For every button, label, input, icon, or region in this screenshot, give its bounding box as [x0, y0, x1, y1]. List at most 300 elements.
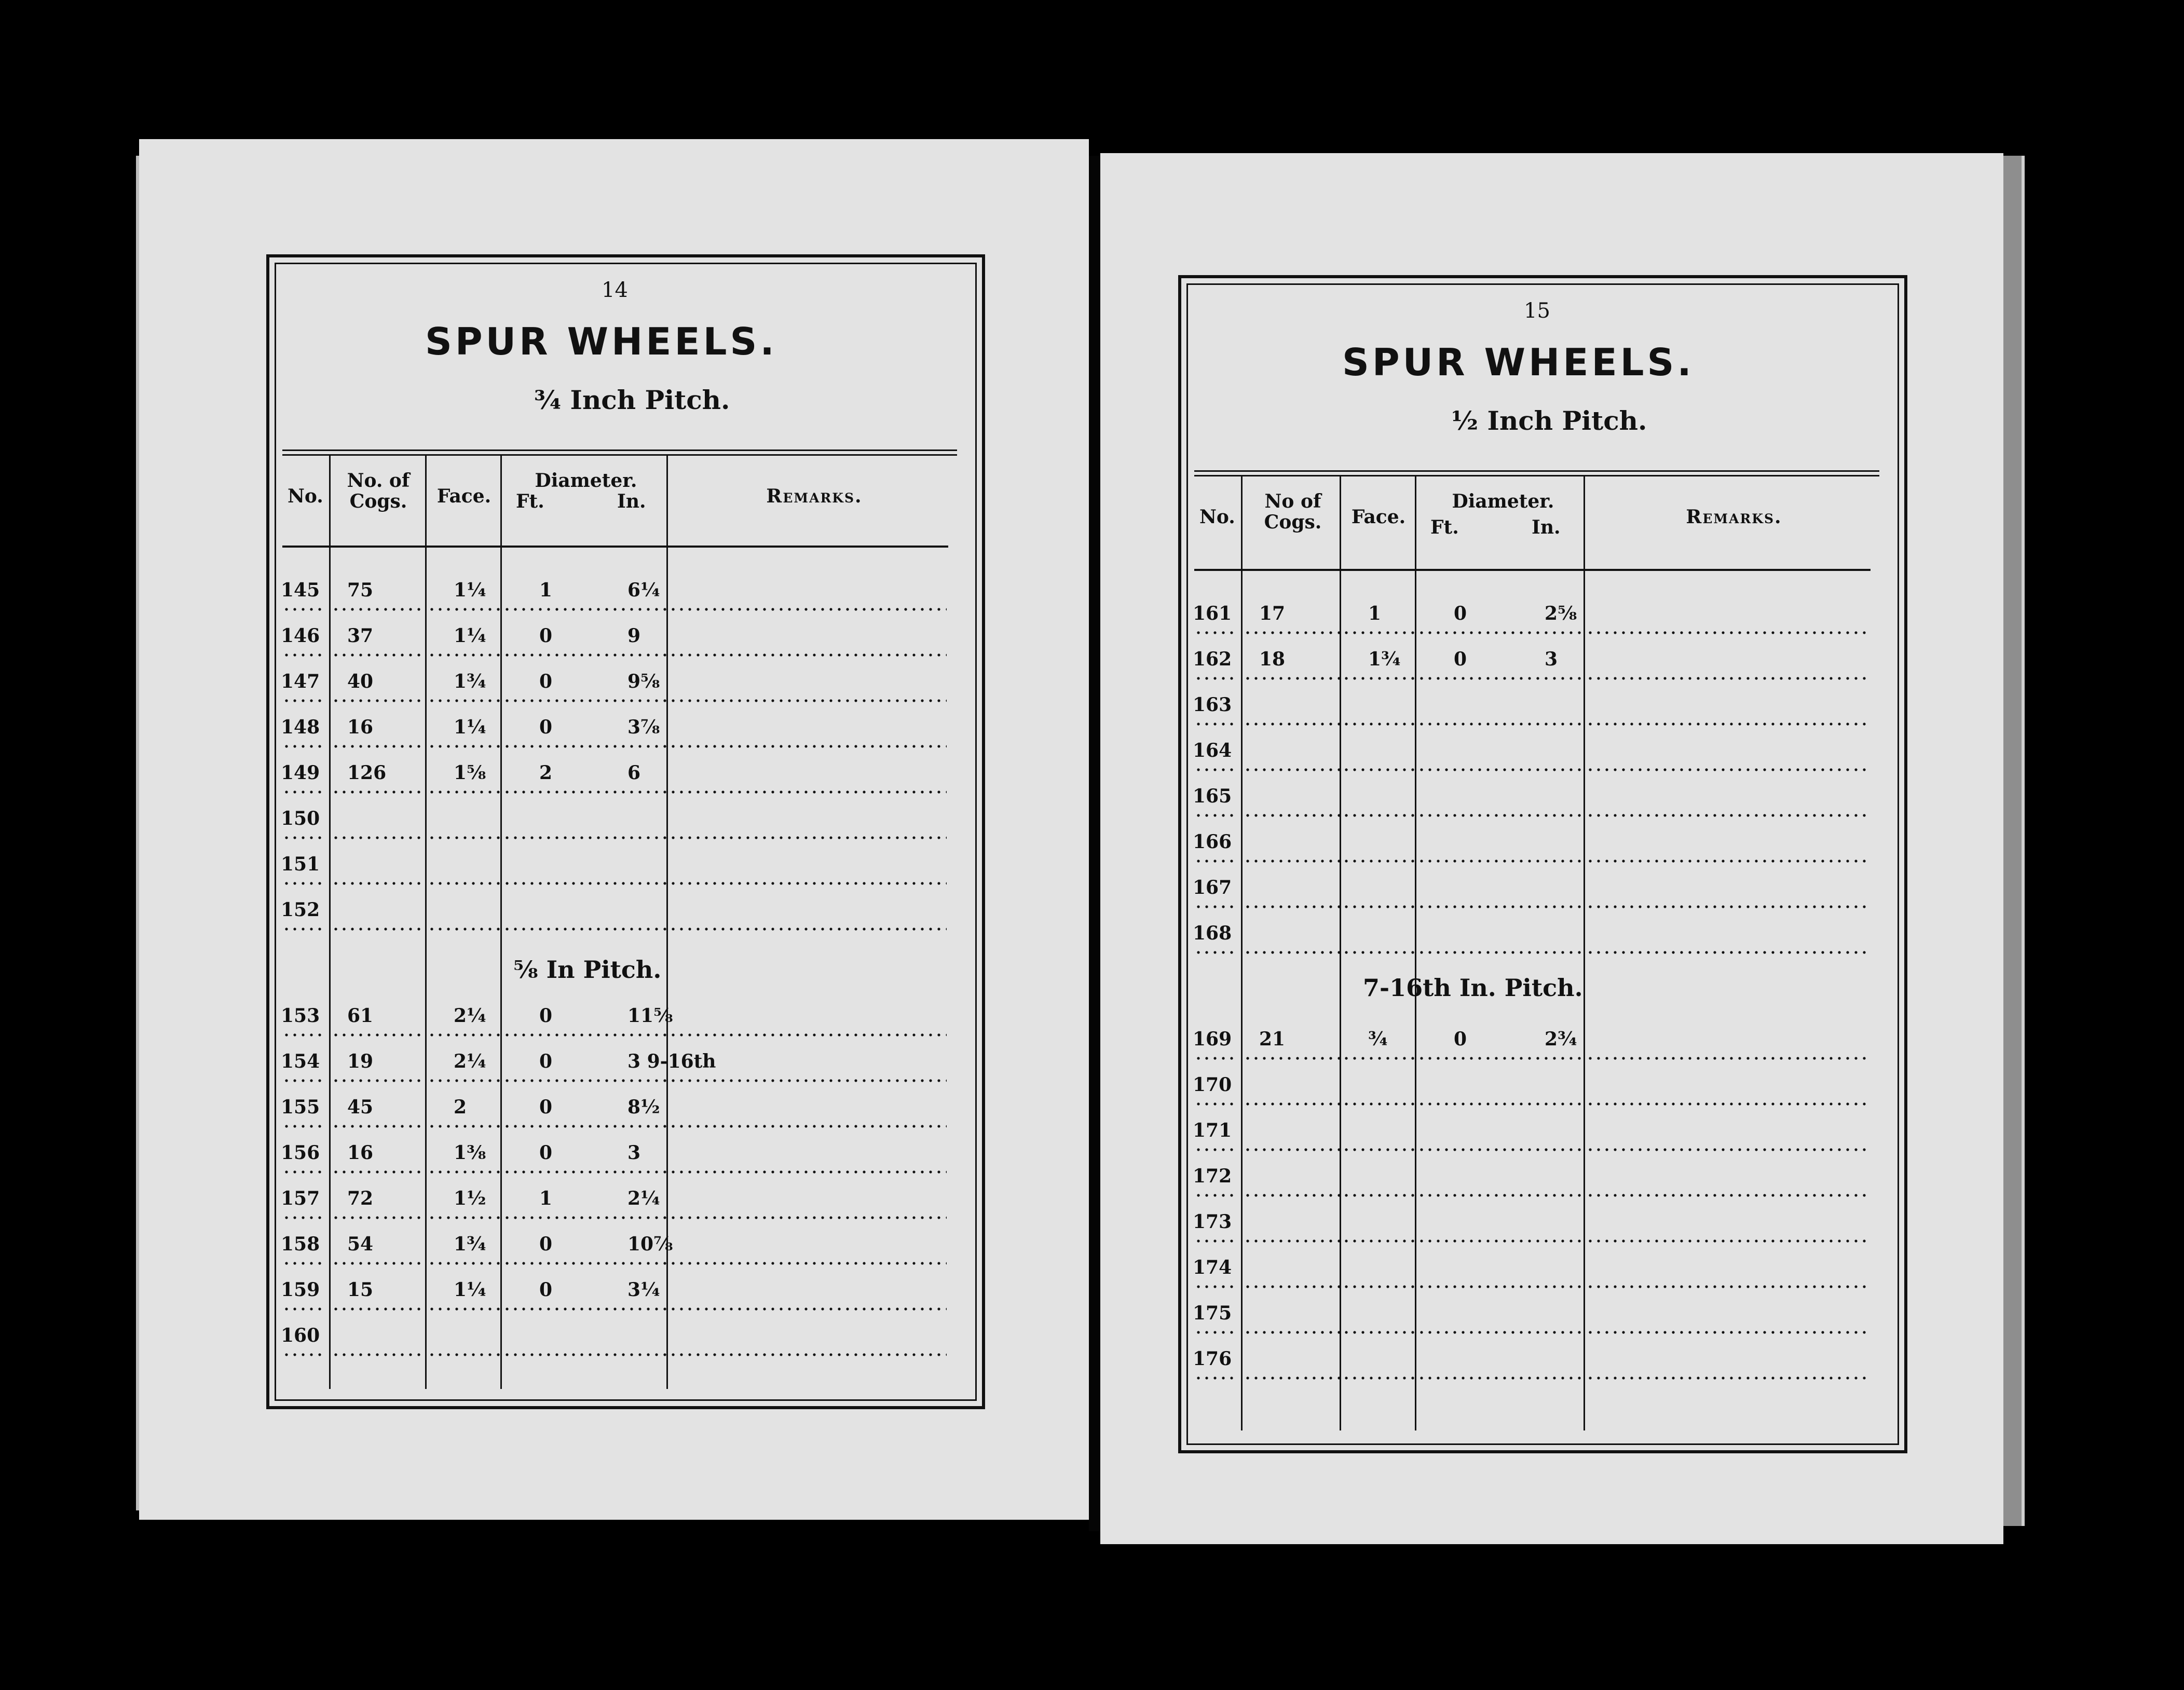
diameter-in-value: 9: [627, 625, 641, 647]
cogs-value: 72: [347, 1188, 374, 1209]
dotted-leader: [1194, 1102, 1238, 1106]
dotted-leader: [1342, 723, 1415, 726]
header-underline: [1194, 569, 1241, 571]
diameter-in-value: 6¼: [627, 579, 660, 601]
row-number: 147: [281, 671, 320, 692]
dotted-leader: [428, 1079, 500, 1082]
row-number: 170: [1193, 1074, 1232, 1096]
dotted-leader: [1586, 723, 1869, 726]
dotted-leader: [282, 1125, 326, 1128]
dotted-leader: [1417, 768, 1584, 771]
dotted-leader: [503, 928, 666, 931]
dotted-leader: [1244, 1331, 1340, 1334]
row-number: 156: [281, 1142, 320, 1164]
dotted-leader: [428, 836, 500, 839]
dotted-leader: [503, 745, 666, 748]
header-remarks: Remarks.: [1686, 506, 1782, 528]
dotted-leader: [1417, 1148, 1584, 1151]
dotted-leader: [428, 1125, 500, 1128]
header-underline: [331, 546, 425, 548]
diameter-in-value: 3 9-16th: [627, 1051, 716, 1072]
dotted-leader: [282, 653, 326, 657]
dotted-leader: [1417, 860, 1584, 863]
diameter-ft-value: 0: [539, 1051, 553, 1072]
dotted-leader: [1244, 677, 1340, 680]
dotted-leader: [1244, 1239, 1340, 1243]
face-value: 1: [1368, 603, 1382, 624]
dotted-leader: [1244, 723, 1340, 726]
dotted-leader: [282, 928, 326, 931]
dotted-leader: [428, 1262, 500, 1265]
row-number: 164: [1193, 740, 1232, 761]
header-cogs-line2: Cogs.: [349, 490, 407, 512]
dotted-leader: [1194, 1194, 1238, 1197]
header-cogs-line1: No of: [1264, 490, 1321, 512]
dotted-leader: [669, 928, 947, 931]
dotted-leader: [1342, 1239, 1415, 1243]
dotted-leader: [282, 882, 326, 885]
dotted-leader: [282, 1033, 326, 1037]
dotted-leader: [1586, 1376, 1869, 1380]
dotted-leader: [282, 1353, 326, 1356]
sub-pitch-heading: 7-16th In. Pitch.: [1363, 974, 1583, 1002]
dotted-leader: [1417, 1194, 1584, 1197]
header-ft: Ft.: [516, 490, 544, 512]
dotted-leader: [282, 699, 326, 702]
dotted-leader: [332, 1353, 425, 1356]
header-underline: [282, 546, 329, 548]
diameter-in-value: 3: [627, 1142, 641, 1164]
dotted-leader: [669, 882, 947, 885]
dotted-leader: [669, 1216, 947, 1219]
page-number: 15: [1524, 299, 1550, 323]
page-number: 14: [602, 278, 628, 302]
dotted-leader: [332, 791, 425, 794]
column-divider: [1415, 475, 1416, 1430]
face-value: 1¼: [454, 1279, 486, 1301]
dotted-leader: [1342, 1057, 1415, 1060]
dotted-leader: [669, 836, 947, 839]
header-underline: [502, 546, 666, 548]
dotted-leader: [669, 1307, 947, 1311]
diameter-in-value: 3⅞: [627, 716, 660, 738]
dotted-leader: [332, 836, 425, 839]
dotted-leader: [332, 1307, 425, 1311]
dotted-leader: [1417, 814, 1584, 817]
dotted-leader: [282, 1262, 326, 1265]
dotted-leader: [503, 1125, 666, 1128]
row-number: 163: [1193, 694, 1232, 716]
dotted-leader: [332, 608, 425, 611]
dotted-leader: [1342, 768, 1415, 771]
column-divider: [1584, 475, 1585, 1430]
dotted-leader: [1194, 951, 1238, 954]
dotted-leader: [1342, 905, 1415, 908]
dotted-leader: [1342, 1331, 1415, 1334]
diameter-in-value: 3: [1545, 648, 1558, 670]
dotted-leader: [1342, 814, 1415, 817]
dotted-leader: [1194, 905, 1238, 908]
dotted-leader: [1586, 1285, 1869, 1288]
dotted-leader: [503, 1216, 666, 1219]
column-divider: [329, 455, 331, 1389]
dotted-leader: [428, 1170, 500, 1174]
column-divider: [425, 455, 427, 1389]
dotted-leader: [428, 1033, 500, 1037]
cogs-value: 54: [347, 1233, 374, 1255]
cogs-value: 17: [1259, 603, 1286, 624]
row-number: 175: [1193, 1302, 1232, 1324]
dotted-leader: [282, 608, 326, 611]
dotted-leader: [1194, 1331, 1238, 1334]
dotted-leader: [1342, 1148, 1415, 1151]
dotted-leader: [332, 1262, 425, 1265]
dotted-leader: [428, 608, 500, 611]
diameter-ft-value: 0: [1454, 603, 1467, 624]
diameter-ft-value: 0: [1454, 648, 1467, 670]
diameter-ft-value: 1: [539, 579, 553, 601]
dotted-leader: [503, 608, 666, 611]
row-number: 159: [281, 1279, 320, 1301]
dotted-leader: [1194, 631, 1238, 634]
row-number: 154: [281, 1051, 320, 1072]
face-value: 1½: [454, 1188, 486, 1209]
left-table-frame: [266, 254, 985, 1409]
dotted-leader: [669, 1125, 947, 1128]
dotted-leader: [1244, 814, 1340, 817]
diameter-in-value: 6: [627, 762, 641, 784]
dotted-leader: [669, 1033, 947, 1037]
header-underline: [1585, 569, 1871, 571]
diameter-in-value: 3¼: [627, 1279, 660, 1301]
row-number: 151: [281, 853, 320, 875]
dotted-leader: [332, 1125, 425, 1128]
row-number: 160: [281, 1325, 320, 1346]
row-number: 174: [1193, 1257, 1232, 1278]
cogs-value: 16: [347, 716, 374, 738]
dotted-leader: [503, 653, 666, 657]
pitch-heading: ½ Inch Pitch.: [1451, 405, 1647, 436]
diameter-ft-value: 0: [539, 1233, 553, 1255]
dotted-leader: [332, 1170, 425, 1174]
dotted-leader: [503, 836, 666, 839]
dotted-leader: [503, 1262, 666, 1265]
face-value: 1¼: [454, 625, 486, 647]
row-number: 145: [281, 579, 320, 601]
dotted-leader: [428, 791, 500, 794]
diameter-in-value: 9⅝: [627, 671, 660, 692]
dotted-leader: [1194, 677, 1238, 680]
header-remarks: Remarks.: [766, 485, 863, 507]
row-number: 161: [1193, 603, 1232, 624]
dotted-leader: [1586, 905, 1869, 908]
column-divider: [500, 455, 502, 1389]
dotted-leader: [669, 791, 947, 794]
face-value: 2¼: [454, 1051, 486, 1072]
header-underline: [427, 546, 500, 548]
cogs-value: 19: [347, 1051, 374, 1072]
header-diameter: Diameter.: [535, 470, 637, 492]
dotted-leader: [1244, 768, 1340, 771]
dotted-leader: [282, 1170, 326, 1174]
row-number: 168: [1193, 922, 1232, 944]
dotted-leader: [1417, 677, 1584, 680]
dotted-leader: [503, 1307, 666, 1311]
dotted-leader: [332, 1079, 425, 1082]
face-value: ¾: [1368, 1028, 1388, 1050]
right-page: [1100, 153, 2003, 1544]
dotted-leader: [1194, 814, 1238, 817]
dotted-leader: [669, 1262, 947, 1265]
diameter-in-value: 2¼: [627, 1188, 660, 1209]
dotted-leader: [1586, 951, 1869, 954]
dotted-leader: [282, 1307, 326, 1311]
row-number: 149: [281, 762, 320, 784]
dotted-leader: [1586, 1102, 1869, 1106]
cogs-value: 126: [347, 762, 387, 784]
diameter-in-value: 10⅞: [627, 1233, 673, 1255]
dotted-leader: [1586, 677, 1869, 680]
row-number: 157: [281, 1188, 320, 1209]
dotted-leader: [282, 745, 326, 748]
dotted-leader: [428, 1353, 500, 1356]
dotted-leader: [332, 1033, 425, 1037]
row-number: 173: [1193, 1211, 1232, 1233]
row-number: 172: [1193, 1165, 1232, 1187]
dotted-leader: [503, 1079, 666, 1082]
header-in: In.: [617, 490, 646, 512]
dotted-leader: [428, 1216, 500, 1219]
dotted-leader: [1342, 1376, 1415, 1380]
dotted-leader: [1586, 1148, 1869, 1151]
dotted-leader: [1244, 1148, 1340, 1151]
row-number: 158: [281, 1233, 320, 1255]
frame-inner-border: [275, 263, 977, 1401]
dotted-leader: [1586, 1239, 1869, 1243]
dotted-leader: [1342, 1194, 1415, 1197]
dotted-leader: [332, 928, 425, 931]
face-value: 1¾: [454, 1233, 486, 1255]
diameter-ft-value: 2: [539, 762, 553, 784]
header-double-rule: [1194, 470, 1879, 476]
dotted-leader: [1417, 1285, 1584, 1288]
dotted-leader: [1244, 631, 1340, 634]
dotted-leader: [1244, 1285, 1340, 1288]
header-face: Face.: [436, 485, 492, 507]
row-number: 167: [1193, 877, 1232, 898]
header-no: No.: [1199, 506, 1235, 528]
dotted-leader: [669, 1353, 947, 1356]
cogs-value: 18: [1259, 648, 1286, 670]
left-page: [139, 139, 1089, 1520]
dotted-leader: [332, 653, 425, 657]
face-value: 2: [454, 1096, 467, 1118]
row-number: 169: [1193, 1028, 1232, 1050]
dotted-leader: [669, 1079, 947, 1082]
header-double-rule: [282, 449, 957, 456]
dotted-leader: [428, 1307, 500, 1311]
dotted-leader: [1417, 1331, 1584, 1334]
diameter-ft-value: 0: [1454, 1028, 1467, 1050]
diameter-in-value: 2¾: [1545, 1028, 1577, 1050]
dotted-leader: [1342, 1285, 1415, 1288]
dotted-leader: [1586, 1057, 1869, 1060]
dotted-leader: [1194, 1285, 1238, 1288]
dotted-leader: [1342, 951, 1415, 954]
dotted-leader: [1586, 631, 1869, 634]
cogs-value: 75: [347, 579, 374, 601]
dotted-leader: [1417, 1376, 1584, 1380]
diameter-ft-value: 0: [539, 671, 553, 692]
dotted-leader: [1194, 860, 1238, 863]
dotted-leader: [1244, 1376, 1340, 1380]
dotted-leader: [1586, 814, 1869, 817]
dotted-leader: [1586, 1331, 1869, 1334]
face-value: 1¾: [1368, 648, 1401, 670]
dotted-leader: [1244, 1102, 1340, 1106]
cogs-value: 61: [347, 1005, 374, 1027]
dotted-leader: [1194, 1057, 1238, 1060]
face-value: 1¼: [454, 716, 486, 738]
dotted-leader: [503, 699, 666, 702]
row-number: 152: [281, 899, 320, 921]
dotted-leader: [1194, 1148, 1238, 1151]
cogs-value: 15: [347, 1279, 374, 1301]
header-underline: [1243, 569, 1340, 571]
dotted-leader: [428, 928, 500, 931]
cogs-value: 40: [347, 671, 374, 692]
row-number: 146: [281, 625, 320, 647]
dotted-leader: [669, 1170, 947, 1174]
page-title: SPUR WHEELS.: [1342, 340, 1695, 384]
header-cogs-line2: Cogs.: [1264, 511, 1322, 533]
dotted-leader: [1244, 860, 1340, 863]
dotted-leader: [503, 1353, 666, 1356]
dotted-leader: [669, 653, 947, 657]
header-cogs-line1: No. of: [347, 470, 410, 492]
dotted-leader: [669, 745, 947, 748]
dotted-leader: [1194, 768, 1238, 771]
dotted-leader: [282, 1216, 326, 1219]
dotted-leader: [282, 791, 326, 794]
cogs-value: 45: [347, 1096, 374, 1118]
dotted-leader: [1342, 631, 1415, 634]
dotted-leader: [1417, 951, 1584, 954]
dotted-leader: [1244, 1194, 1340, 1197]
dotted-leader: [1417, 1057, 1584, 1060]
cogs-value: 21: [1259, 1028, 1286, 1050]
header-underline: [1416, 569, 1584, 571]
row-number: 176: [1193, 1348, 1232, 1370]
dotted-leader: [428, 653, 500, 657]
dotted-leader: [1194, 723, 1238, 726]
header-in: In.: [1532, 516, 1561, 538]
face-value: 1⅝: [454, 762, 486, 784]
dotted-leader: [669, 608, 947, 611]
cogs-value: 37: [347, 625, 374, 647]
header-face: Face.: [1351, 506, 1406, 528]
row-number: 165: [1193, 785, 1232, 807]
diameter-ft-value: 0: [539, 1005, 553, 1027]
dotted-leader: [332, 745, 425, 748]
diameter-in-value: 2⅝: [1545, 603, 1577, 624]
dotted-leader: [503, 791, 666, 794]
diameter-ft-value: 0: [539, 1142, 553, 1164]
dotted-leader: [1417, 631, 1584, 634]
diameter-in-value: 8½: [627, 1096, 660, 1118]
dotted-leader: [1586, 768, 1869, 771]
pitch-heading: ¾ Inch Pitch.: [534, 385, 730, 415]
dotted-leader: [1586, 1194, 1869, 1197]
cogs-value: 16: [347, 1142, 374, 1164]
dotted-leader: [332, 1216, 425, 1219]
column-divider: [1241, 475, 1243, 1430]
diameter-ft-value: 1: [539, 1188, 553, 1209]
dotted-leader: [1342, 1102, 1415, 1106]
diameter-ft-value: 0: [539, 1279, 553, 1301]
header-no: No.: [288, 485, 323, 507]
dotted-leader: [503, 1170, 666, 1174]
dotted-leader: [1244, 905, 1340, 908]
dotted-leader: [503, 882, 666, 885]
dotted-leader: [428, 745, 500, 748]
face-value: 2¼: [454, 1005, 486, 1027]
dotted-leader: [332, 699, 425, 702]
dotted-leader: [1417, 1102, 1584, 1106]
dotted-leader: [1586, 860, 1869, 863]
dotted-leader: [1342, 860, 1415, 863]
row-number: 150: [281, 808, 320, 829]
row-number: 153: [281, 1005, 320, 1027]
row-number: 166: [1193, 831, 1232, 853]
header-ft: Ft.: [1430, 516, 1459, 538]
header-underline: [668, 546, 948, 548]
diameter-ft-value: 0: [539, 625, 553, 647]
header-underline: [1341, 569, 1415, 571]
dotted-leader: [332, 882, 425, 885]
face-value: 1¼: [454, 579, 486, 601]
face-value: 1¾: [454, 671, 486, 692]
diameter-in-value: 11⅝: [627, 1005, 673, 1027]
dotted-leader: [1417, 723, 1584, 726]
dotted-leader: [282, 1079, 326, 1082]
dotted-leader: [428, 882, 500, 885]
dotted-leader: [1194, 1376, 1238, 1380]
row-number: 162: [1193, 648, 1232, 670]
book-gutter: [1089, 156, 1101, 1531]
dotted-leader: [282, 836, 326, 839]
page-title: SPUR WHEELS.: [425, 320, 777, 363]
dotted-leader: [1194, 1239, 1238, 1243]
face-value: 1⅜: [454, 1142, 486, 1164]
diameter-ft-value: 0: [539, 716, 553, 738]
diameter-ft-value: 0: [539, 1096, 553, 1118]
dotted-leader: [1244, 1057, 1340, 1060]
frame-inner-border: [1186, 283, 1899, 1445]
dotted-leader: [1417, 1239, 1584, 1243]
dotted-leader: [1417, 905, 1584, 908]
sub-pitch-heading: ⅝ In Pitch.: [513, 956, 662, 984]
row-number: 155: [281, 1096, 320, 1118]
dotted-leader: [669, 699, 947, 702]
right-table-frame: [1178, 275, 1907, 1453]
dotted-leader: [503, 1033, 666, 1037]
column-divider: [1340, 475, 1341, 1430]
header-diameter: Diameter.: [1452, 490, 1554, 512]
dotted-leader: [1244, 951, 1340, 954]
row-number: 171: [1193, 1120, 1232, 1141]
dotted-leader: [1342, 677, 1415, 680]
